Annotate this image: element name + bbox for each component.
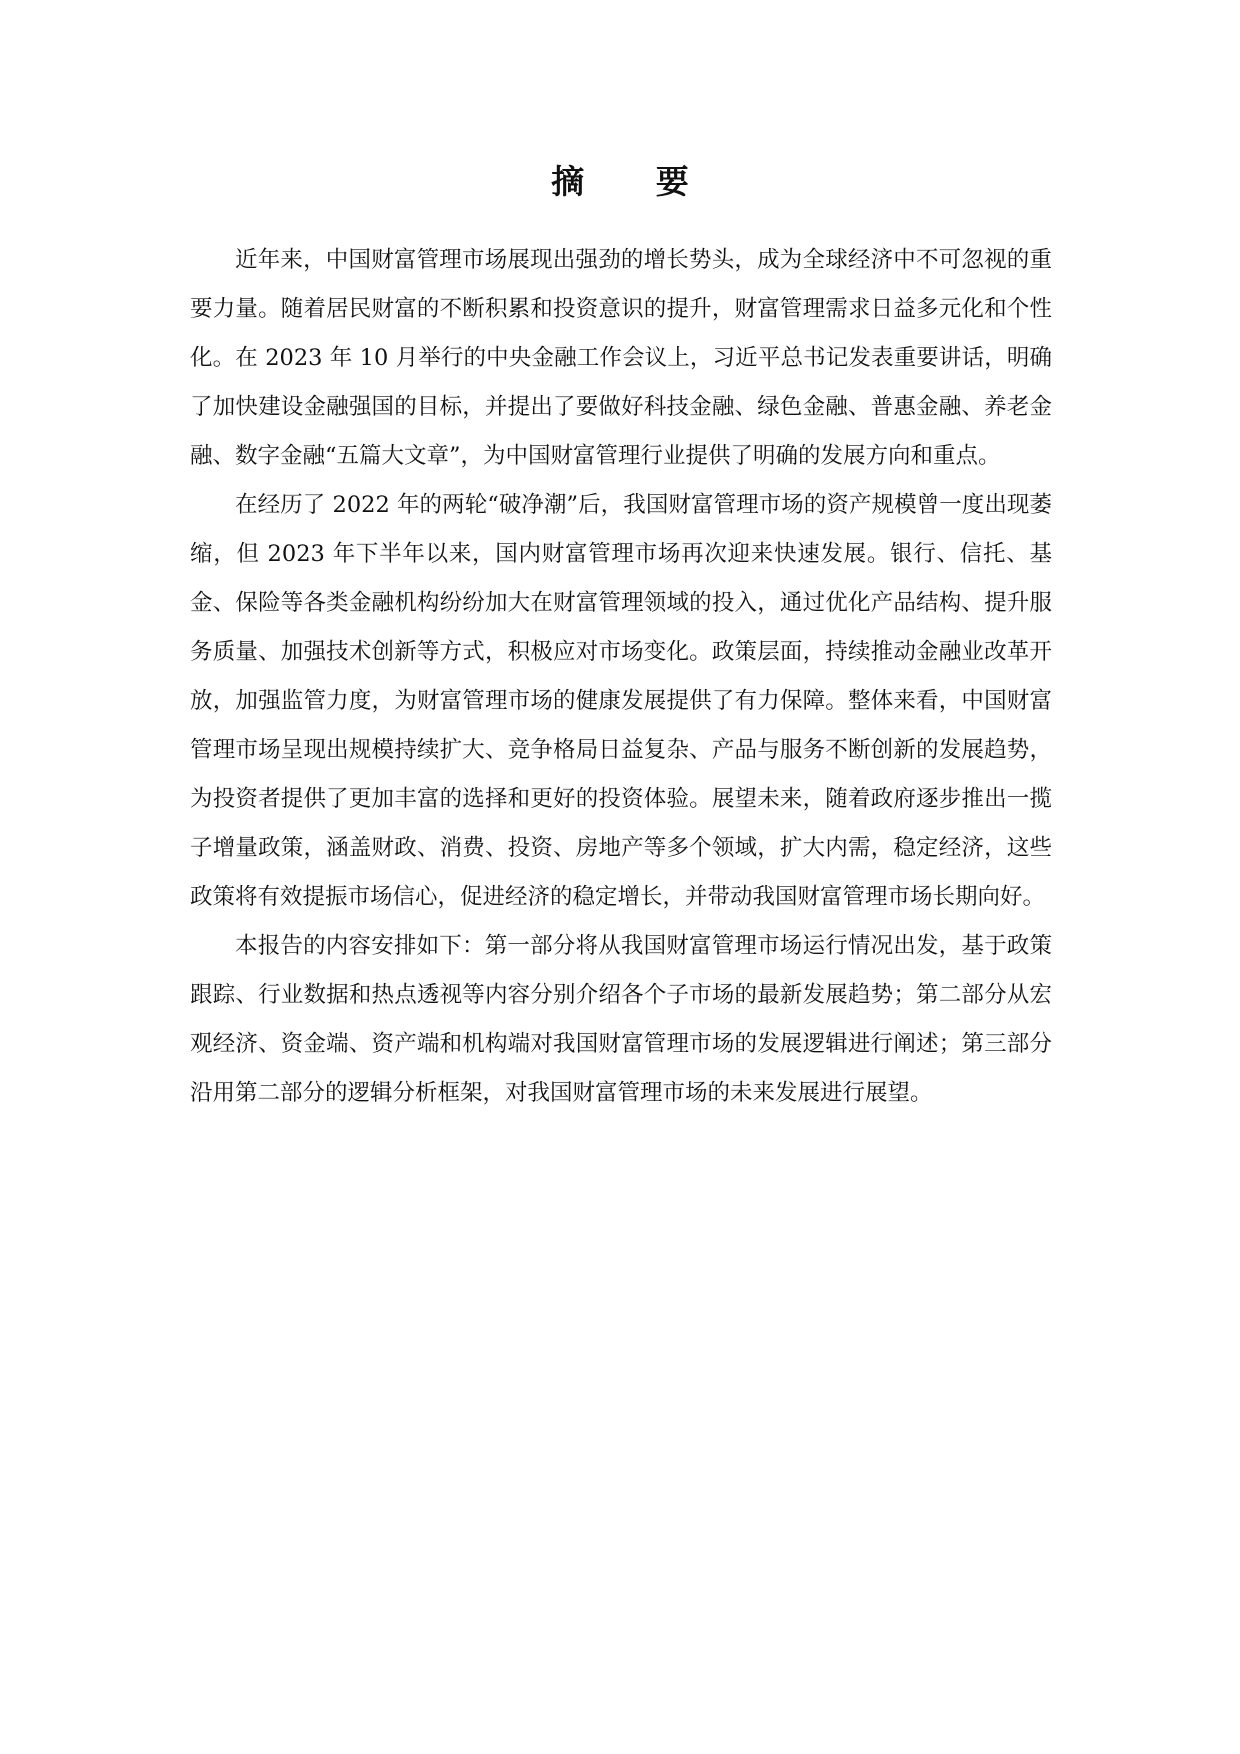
paragraph: 本报告的内容安排如下：第一部分将从我国财富管理市场运行情况出发，基于政策跟踪、行业数据和热点透视等内容分别介绍各个子市场的最新发展趋势；第二部分从宏观经济、资金端、资产端和机构端对我国财富管理市场的发展逻辑进行阐述；第三部分沿用第二部分的逻辑分析框架，对我国财富管理市场的未来发展进行展望。 (190, 933, 1052, 1106)
body-text (190, 236, 1052, 1118)
page-title: 摘 要 (551, 162, 719, 201)
paragraph: 在经历了 2022 年的两轮“破净潮”后，我国财富管理市场的资产规模曾一度出现萎缩，但 2023 年下半年以来，国内财富管理市场再次迎来快速发展。银行、信托、基金、保险等各类金融机构纷纷加大在财富管理领域的投入，通过优化产品结构、提升服务质量、加强技术创新等方式，积极应对市场变化。政策层面，持续推动金融业改革开放，加强监管力度，为财富管理市场的健康发展提供了有力保障。整体来看，中国财富管理市场呈现出规模持续扩大、竞争格局日益复杂、产品与服务不断创新的发展趋势，为投资者提供了更加丰富的选择和更好的投资体验。展望未来，随着政府逐步推出一揽子增量政策，涵盖财政、消费、投资、房地产等多个领域，扩大内需，稳定经济，这些政策将有效提振市场信心，促进经济的稳定增长，并带动我国财富管理市场长期向好。 (190, 492, 1052, 910)
paragraph: 近年来，中国财富管理市场展现出强劲的增长势头，成为全球经济中不可忽视的重要力量。随着居民财富的不断积累和投资意识的提升，财富管理需求日益多元化和个性化。在 2023 年 10 月举行的中央金融工作会议上，习近平总书记发表重要讲话，明确了加快建设金融强国的目标，并提出了要做好科技金融、绿色金融、普惠金融、养老金融、数字金融“五篇大文章”，为中国财富管理行业提供了明确的发展方向和重点。 (190, 247, 1052, 469)
